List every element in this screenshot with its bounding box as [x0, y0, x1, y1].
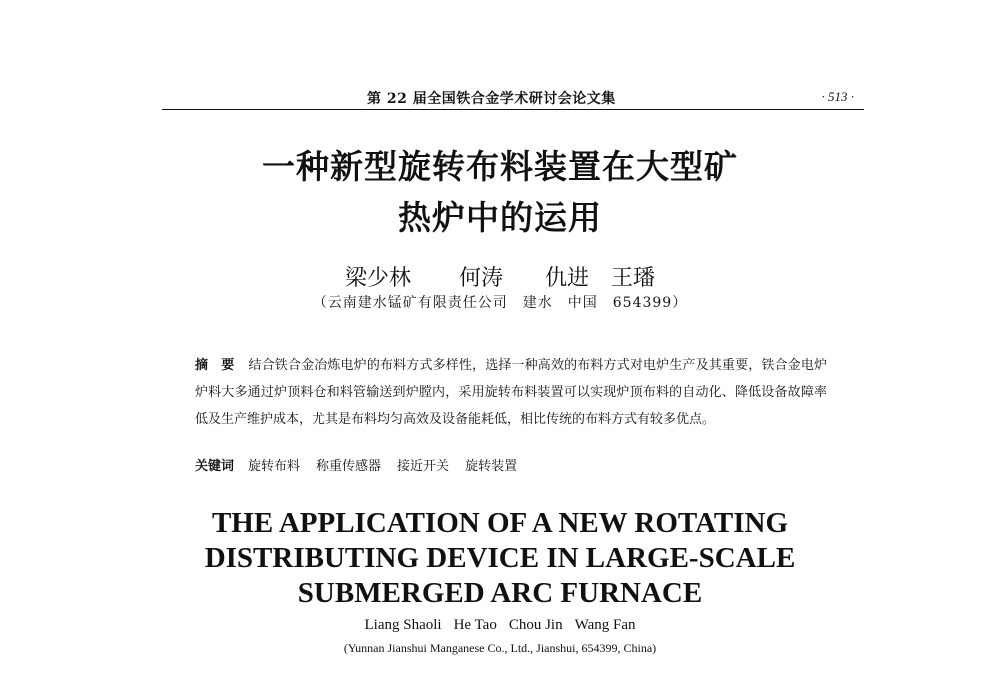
keyword: 接近开关 — [397, 459, 450, 474]
abstract-text: 结合铁合金冶炼电炉的布料方式多样性，选择一种高效的布料方式对电炉生产及其重要，铁合金电炉炉料大多通过炉顶料仓和料管输送到炉膛内，采用旋转布料装置可以实现炉顶布料的自动化、降低设备故障率低及生产维护成本，尤其是布料均匀高效及设备能耗低，相比传统的布料方式有较多优点。 — [195, 358, 827, 427]
author-en-3: Chou Jin — [508, 617, 563, 633]
affiliation-cn: （云南建水锰矿有限责任公司 建水 中国 654399） — [312, 295, 688, 311]
abstract-cn — [195, 352, 827, 433]
header-rule — [162, 109, 864, 110]
author-cn-3: 仇进 — [545, 266, 590, 291]
authors-cn — [0, 261, 1000, 292]
title-en-line-1: THE APPLICATION OF A NEW ROTATING — [211, 507, 789, 539]
keywords-label: 关键词 — [195, 459, 235, 474]
author-en-1: Liang Shaoli — [364, 617, 442, 633]
title-cn-line-2: 热炉中的运用 — [398, 198, 602, 237]
abstract-label: 摘 要 — [195, 358, 235, 373]
page-number: · 513 · — [821, 89, 854, 104]
title-cn-line-1: 一种新型旋转布料装置在大型矿 — [262, 147, 738, 186]
author-cn-4: 王璠 — [611, 266, 656, 291]
keyword: 称重传感器 — [316, 459, 382, 474]
title-en-line-2: DISTRIBUTING DEVICE IN LARGE-SCALE — [204, 542, 796, 574]
author-cn-1: 梁少林 — [344, 266, 411, 291]
keyword: 旋转布料 — [248, 459, 301, 474]
author-en-4: Wang Fan — [574, 617, 636, 633]
author-en-2: He Tao — [453, 617, 497, 633]
proceedings-title: 第 22 届全国铁合金学术研讨会论文集 — [367, 91, 616, 107]
running-header — [162, 88, 862, 106]
keywords-cn — [195, 455, 533, 474]
keyword: 旋转装置 — [465, 459, 518, 474]
author-cn-2: 何涛 — [458, 266, 503, 291]
title-en-line-3: SUBMERGED ARC FURNACE — [297, 577, 703, 609]
authors-en — [0, 617, 1000, 634]
affiliation-en: (Yunnan Jianshui Manganese Co., Ltd., Jianshui, 654399, China) — [343, 641, 657, 655]
